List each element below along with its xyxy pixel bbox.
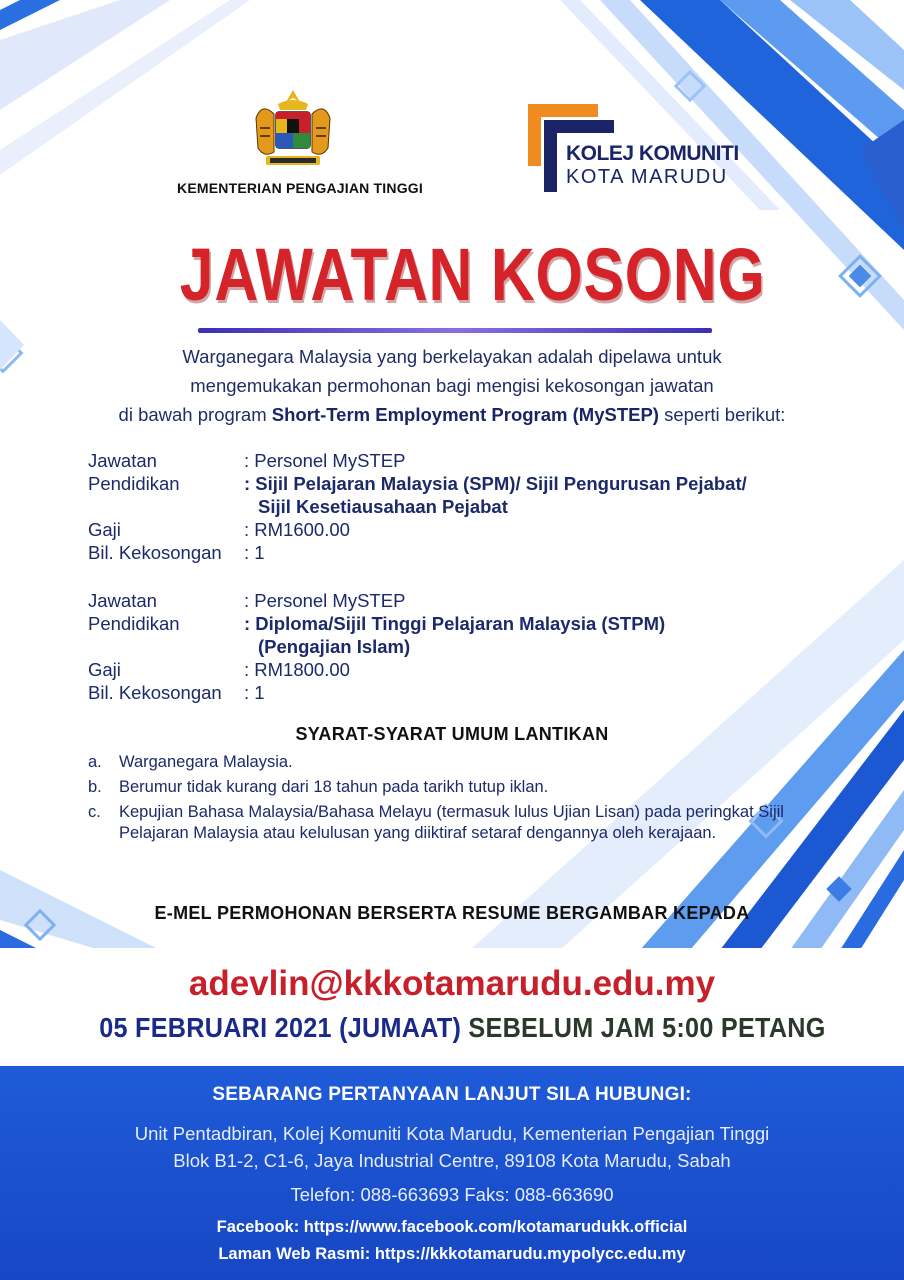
page-title: JAWATAN KOSONG xyxy=(179,233,766,316)
list-item xyxy=(88,752,788,773)
address-line2: Blok B1-2, C1-6, Jaya Industrial Centre, 89108 Kota Marudu, Sabah xyxy=(173,1150,731,1171)
list-text: Berumur tidak kurang dari 18 tahun pada tarikh tutup iklan. xyxy=(119,778,549,796)
job-education-value: : Diploma/Sijil Tinggi Pelajaran Malaysia (STPM) xyxy=(244,613,666,634)
website-link[interactable]: Laman Web Rasmi: https://kkkotamarudu.mypolycc.edu.my xyxy=(218,1245,686,1263)
list-item xyxy=(88,802,788,844)
address-line1: Unit Pentadbiran, Kolej Komuniti Kota Marudu, Kementerian Pengajian Tinggi xyxy=(134,1123,770,1144)
list-marker: a. xyxy=(88,753,102,771)
job-post-label: Jawatan xyxy=(88,450,157,471)
list-marker: c. xyxy=(88,803,101,821)
intro-paragraph xyxy=(60,342,844,429)
ministry-crest-icon xyxy=(248,88,338,174)
list-item xyxy=(88,777,788,798)
footer-heading: SEBARANG PERTANYAAN LANJUT SILA HUBUNGI: xyxy=(212,1084,692,1105)
job-education-value-cont: (Pengajian Islam) xyxy=(258,636,411,657)
job-salary-row xyxy=(88,658,848,681)
job-vacancy-row xyxy=(88,681,848,704)
list-text: Kepujian Bahasa Malaysia/Bahasa Melayu (termasuk lulus Ujian Lisan) pada peringkat Sijil Pelajaran Malaysia atau kelulusan yang diiktiraf setaraf dengannya oleh kerajaan. xyxy=(119,803,784,842)
requirements-title: SYARAT-SYARAT UMUM LANTIKAN xyxy=(295,724,609,744)
deadline-time: SEBELUM JAM 5:00 PETANG xyxy=(461,1012,826,1043)
job-vacancy-row xyxy=(88,541,848,564)
college-name-line2: KOTA MARUDU xyxy=(566,166,728,188)
deadline-date: 05 FEBRUARI 2021 (JUMAAT) xyxy=(99,1012,462,1043)
intro-line3 xyxy=(60,400,844,429)
job-salary-label: Gaji xyxy=(88,519,121,540)
facebook-link[interactable]: Facebook: https://www.facebook.com/kotamarudukk.official xyxy=(216,1218,688,1236)
job-listing-1 xyxy=(88,449,848,564)
job-post-label: Jawatan xyxy=(88,590,157,611)
job-vacancy-label: Bil. Kekosongan xyxy=(88,542,222,563)
intro-line3-post: seperti berikut: xyxy=(658,404,786,425)
job-post-row xyxy=(88,449,848,472)
job-salary-value: : RM1600.00 xyxy=(244,519,350,540)
title-underline xyxy=(198,328,712,333)
job-vacancy-label: Bil. Kekosongan xyxy=(88,682,222,703)
job-post-value: : Personel MySTEP xyxy=(244,590,406,611)
footer-phone: Telefon: 088-663693 Faks: 088-663690 xyxy=(290,1184,614,1205)
job-salary-label: Gaji xyxy=(88,659,121,680)
job-education-row xyxy=(88,472,848,518)
footer-address xyxy=(40,1120,864,1174)
application-email-link[interactable]: adevlin@kkkotamarudu.edu.my xyxy=(188,964,716,1003)
job-education-row xyxy=(88,612,848,658)
intro-line1: Warganegara Malaysia yang berkelayakan adalah dipelawa untuk xyxy=(182,346,722,367)
job-education-value-cont: Sijil Kesetiausahaan Pejabat xyxy=(258,496,508,517)
list-text: Warganegara Malaysia. xyxy=(119,753,293,771)
job-vacancy-value: : 1 xyxy=(244,682,265,703)
job-education-value: : Sijil Pelajaran Malaysia (SPM)/ Sijil Pengurusan Pejabat/ xyxy=(244,473,747,494)
email-instruction: E-MEL PERMOHONAN BERSERTA RESUME BERGAMBAR KEPADA xyxy=(154,903,750,923)
job-listing-2 xyxy=(88,589,848,704)
job-salary-row xyxy=(88,518,848,541)
job-salary-value: : RM1800.00 xyxy=(244,659,350,680)
application-deadline xyxy=(99,1012,826,1044)
job-post-row xyxy=(88,589,848,612)
intro-line3-pre: di bawah program xyxy=(118,404,272,425)
intro-line2: mengemukakan permohonan bagi mengisi kekosongan jawatan xyxy=(190,375,714,396)
college-name-line1: KOLEJ KOMUNITI xyxy=(566,142,739,165)
job-education-label: Pendidikan xyxy=(88,613,180,634)
list-marker: b. xyxy=(88,778,102,796)
college-logo xyxy=(524,104,756,196)
job-vacancy-value: : 1 xyxy=(244,542,265,563)
job-post-value: : Personel MySTEP xyxy=(244,450,406,471)
program-name: Short-Term Employment Program (MySTEP) xyxy=(271,404,659,425)
job-education-label: Pendidikan xyxy=(88,473,180,494)
ministry-name: KEMENTERIAN PENGAJIAN TINGGI xyxy=(177,180,423,196)
requirements-list xyxy=(88,752,788,848)
